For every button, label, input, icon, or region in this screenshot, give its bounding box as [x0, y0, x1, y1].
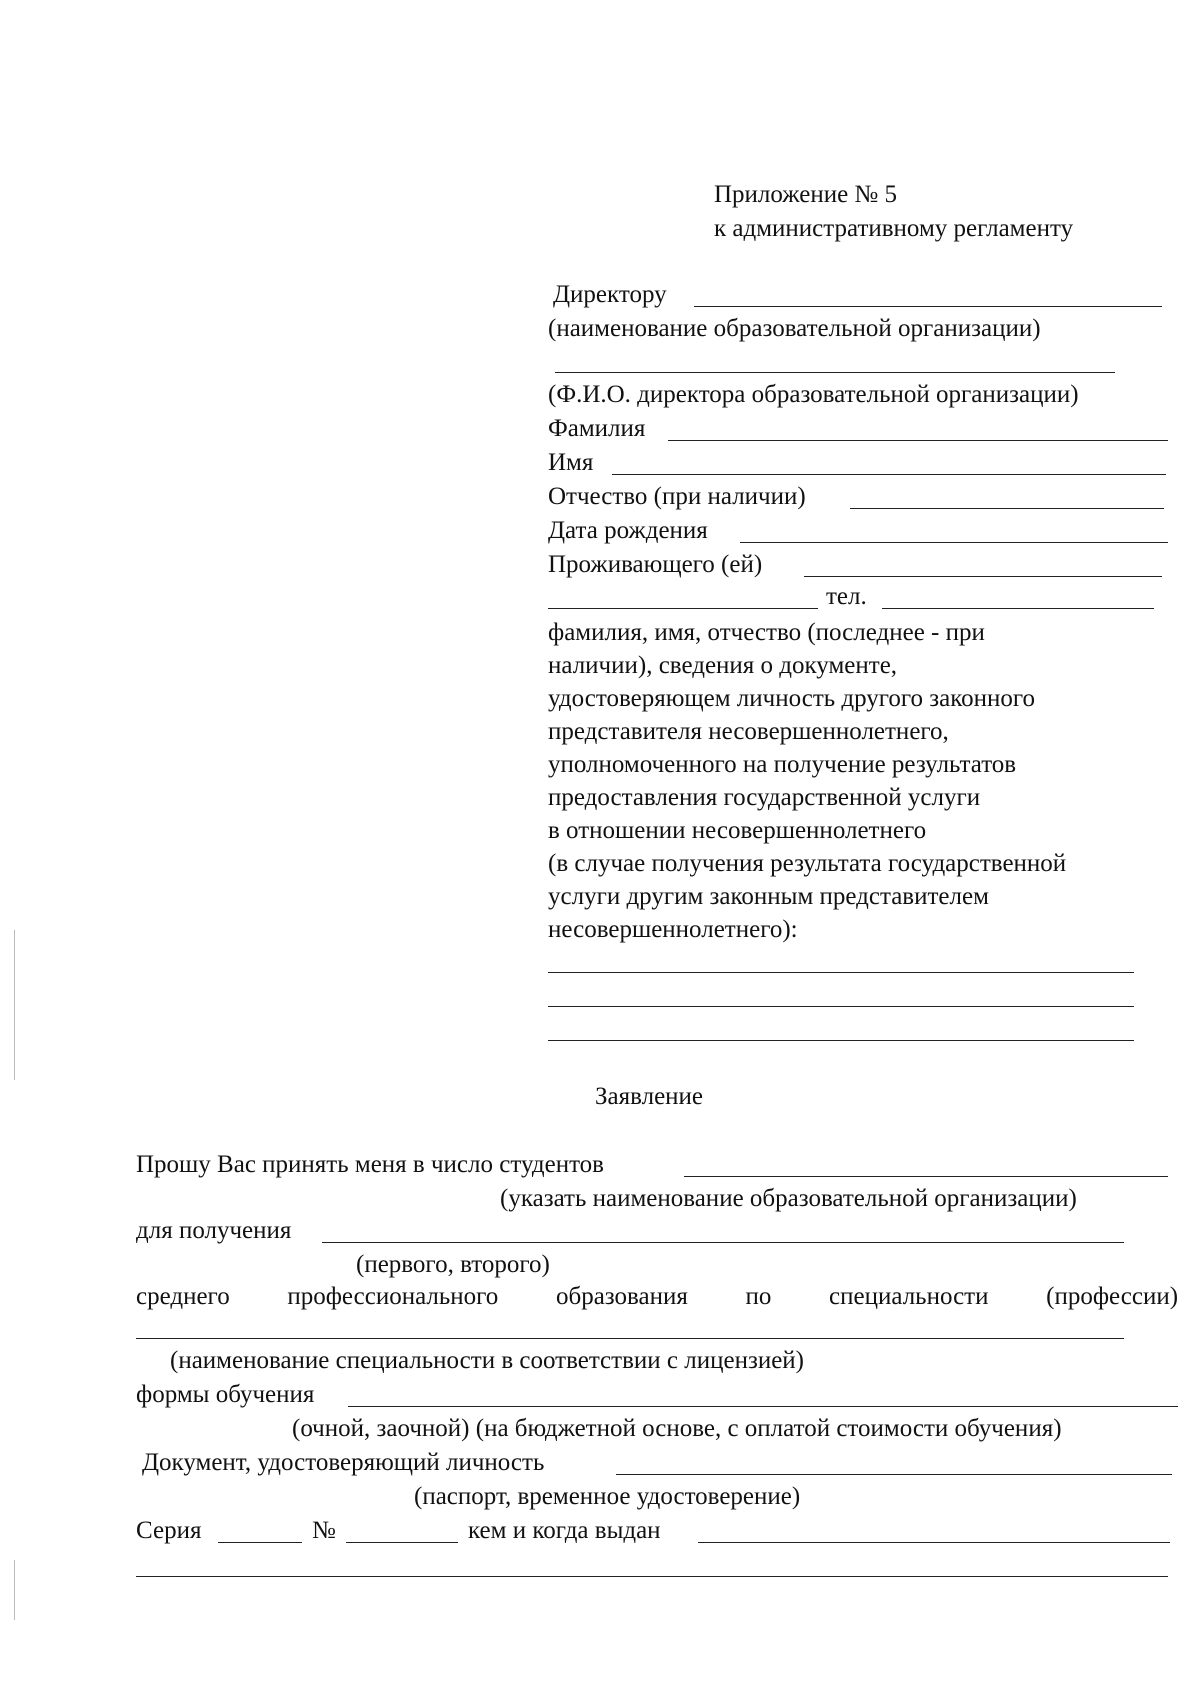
phone-label: тел. — [826, 583, 867, 610]
target-org-field[interactable] — [684, 1176, 1168, 1177]
appendix-number: Приложение № 5 — [714, 181, 898, 208]
note-line: наличии), сведения о документе, — [548, 652, 898, 679]
issued-by-field[interactable] — [698, 1542, 1170, 1543]
note-line: несовершеннолетнего): — [548, 916, 798, 943]
scan-edge-line — [14, 1560, 15, 1620]
representative-field-2[interactable] — [548, 1006, 1134, 1007]
director-fio-field[interactable] — [555, 372, 1115, 373]
residence-label: Проживающего (ей) — [548, 551, 763, 578]
specialty-hint: (наименование специальности в соответствии с лицензией) — [170, 1347, 804, 1374]
statement-title: Заявление — [595, 1083, 704, 1110]
id-document-hint: (паспорт, временное удостоверение) — [414, 1483, 801, 1510]
education-order-hint: (первого, второго) — [356, 1251, 550, 1278]
note-line: предоставления государственной услуги — [548, 784, 981, 811]
name-label: Имя — [548, 449, 594, 476]
org-hint: (наименование образовательной организации) — [548, 315, 1041, 342]
study-form-label: формы обучения — [136, 1381, 315, 1408]
phone-field[interactable] — [882, 608, 1154, 609]
obtain-label: для получения — [136, 1217, 292, 1244]
patronymic-label: Отчество (при наличии) — [548, 483, 806, 510]
id-document-label: Документ, удостоверяющий личность — [142, 1449, 545, 1476]
director-org-field[interactable] — [694, 306, 1162, 307]
regulation-reference: к административному регламенту — [714, 215, 1074, 242]
scan-edge-line — [14, 930, 15, 1080]
surname-field[interactable] — [668, 440, 1168, 441]
issued-by-label: кем и когда выдан — [468, 1517, 661, 1544]
request-label: Прошу Вас принять меня в число студентов — [136, 1151, 604, 1178]
series-field[interactable] — [218, 1542, 302, 1543]
note-line: представителя несовершеннолетнего, — [548, 718, 949, 745]
director-fio-hint: (Ф.И.О. директора образовательной организации) — [548, 381, 1079, 408]
name-field[interactable] — [612, 474, 1166, 475]
number-label: № — [312, 1517, 336, 1544]
note-line: фамилия, имя, отчество (последнее - при — [548, 619, 985, 646]
address-continuation-field[interactable] — [548, 608, 818, 609]
note-line: (в случае получения результата государственной — [548, 850, 1067, 877]
specialty-field[interactable] — [136, 1338, 1124, 1339]
patronymic-field[interactable] — [850, 508, 1164, 509]
director-label: Директору — [553, 281, 667, 308]
surname-label: Фамилия — [548, 415, 646, 442]
representative-field-3[interactable] — [548, 1040, 1134, 1041]
target-org-hint: (указать наименование образовательной организации) — [500, 1185, 1077, 1212]
id-document-field[interactable] — [616, 1474, 1172, 1475]
education-order-field[interactable] — [322, 1242, 1124, 1243]
note-line: удостоверяющем личность другого законного — [548, 685, 1036, 712]
note-line: в отношении несовершеннолетнего — [548, 817, 927, 844]
birthdate-label: Дата рождения — [548, 517, 708, 544]
birthdate-field[interactable] — [740, 542, 1168, 543]
representative-note — [548, 616, 1128, 946]
representative-field-1[interactable] — [548, 972, 1134, 973]
note-line: уполномоченного на получение результатов — [548, 751, 1017, 778]
study-form-hint: (очной, заочной) (на бюджетной основе, с оплатой стоимости обучения) — [292, 1415, 1062, 1442]
residence-field[interactable] — [804, 576, 1162, 577]
study-form-field[interactable] — [348, 1406, 1178, 1407]
series-label: Серия — [136, 1517, 202, 1544]
issued-by-continuation-field[interactable] — [136, 1576, 1168, 1577]
note-line: услуги другим законным представителем — [548, 883, 989, 910]
education-level-line: среднего профессионального образования по специальности (профессии) — [136, 1283, 1179, 1310]
number-field[interactable] — [346, 1542, 458, 1543]
